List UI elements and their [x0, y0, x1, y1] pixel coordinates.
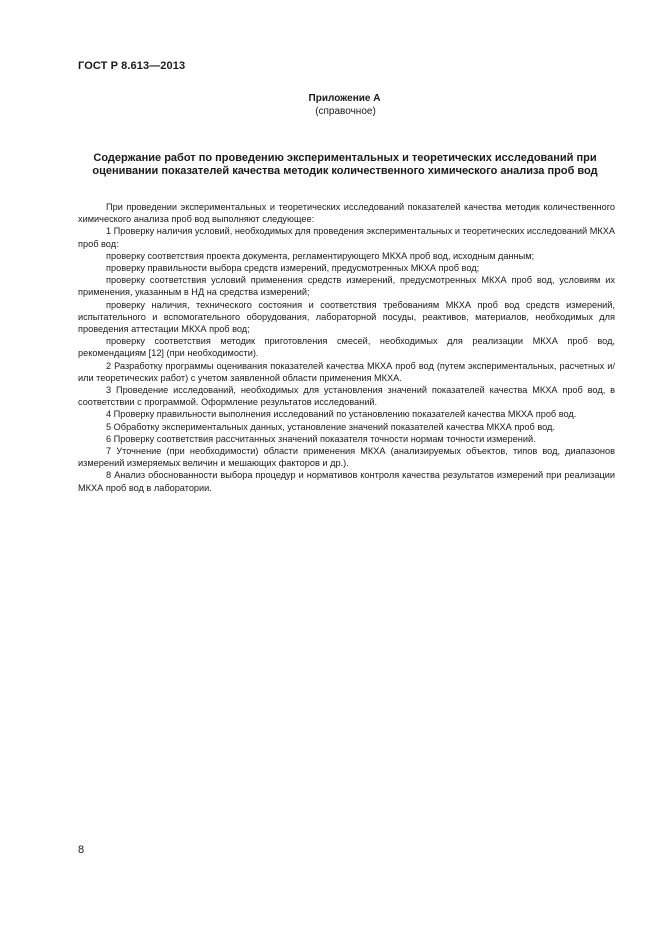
document-body [78, 201, 615, 494]
appendix-heading [0, 92, 661, 118]
paragraph-item-3: 3 Проведение исследований, необходимых для установления значений показателей качества МКХА проб вод, в соответствии с программой. Оформление результатов исследований. [78, 385, 615, 408]
section-title: Содержание работ по проведению экспериментальных и теоретических исследований при оценивании показателей качества методик количественного химического анализа проб вод [92, 152, 598, 177]
paragraph-item-4: 4 Проверку правильности выполнения исследований по установлению показателей качества МКХА проб вод. [106, 409, 577, 420]
document-standard-header: ГОСТ Р 8.613—2013 [78, 60, 186, 72]
appendix-title: Приложение А [308, 93, 381, 104]
paragraph-subitem: проверку соответствия методик приготовления смесей, необходимых для реализации МКХА проб вод, рекомендациям [12] (при необходимости). [78, 336, 615, 359]
paragraph-subitem: проверку правильности выбора средств измерений, предусмотренных МКХА проб вод; [106, 263, 480, 274]
paragraph-subitem: проверку наличия, технического состояния и соответствия требованиям МКХА проб вод средств измерений, испытательного и вспомогательного оборудования, лабораторной посуды, реактивов, материалов, необходимых для проведения аттестации МКХА проб вод; [78, 299, 615, 335]
paragraph-item-7: 7 Уточнение (при необходимости) области применения МКХА (анализируемых объектов, типов вод, диапазонов измерений измеряемых величин и мешающих факторов и др.). [78, 446, 615, 469]
paragraph-item-6: 6 Проверку соответствия рассчитанных значений показателя точности нормам точности измерений. [106, 433, 536, 444]
appendix-subtitle: (справочное) [315, 106, 376, 117]
paragraph-item-8: 8 Анализ обоснованности выбора процедур и нормативов контроля качества результатов измерений при реализации МКХА проб вод в лаборатории. [78, 470, 615, 493]
paragraph-subitem: проверку соответствия условий применения средств измерений, предусмотренных МКХА проб вод, условиям их применения, указанным в НД на средства измерений; [78, 275, 615, 298]
paragraph-intro: При проведении экспериментальных и теоретических исследований показателей качества методик количественного химического анализа проб вод выполняют следующее: [78, 202, 615, 225]
paragraph-item-2: 2 Разработку программы оценивания показателей качества МКХА проб вод (путем экспериментальных, расчетных и/или теоретических работ) с учетом заявленной области применения МКХА. [78, 360, 615, 383]
paragraph-item-5: 5 Обработку экспериментальных данных, установление значений показателей качества МКХА проб вод. [106, 421, 555, 432]
paragraph-subitem: проверку соответствия проекта документа, регламентирующего МКХА проб вод, исходным данным; [106, 250, 535, 261]
page-number: 8 [78, 844, 85, 856]
paragraph-item-1: 1 Проверку наличия условий, необходимых для проведения экспериментальных и теоретических исследований МКХА проб вод: [78, 226, 615, 249]
